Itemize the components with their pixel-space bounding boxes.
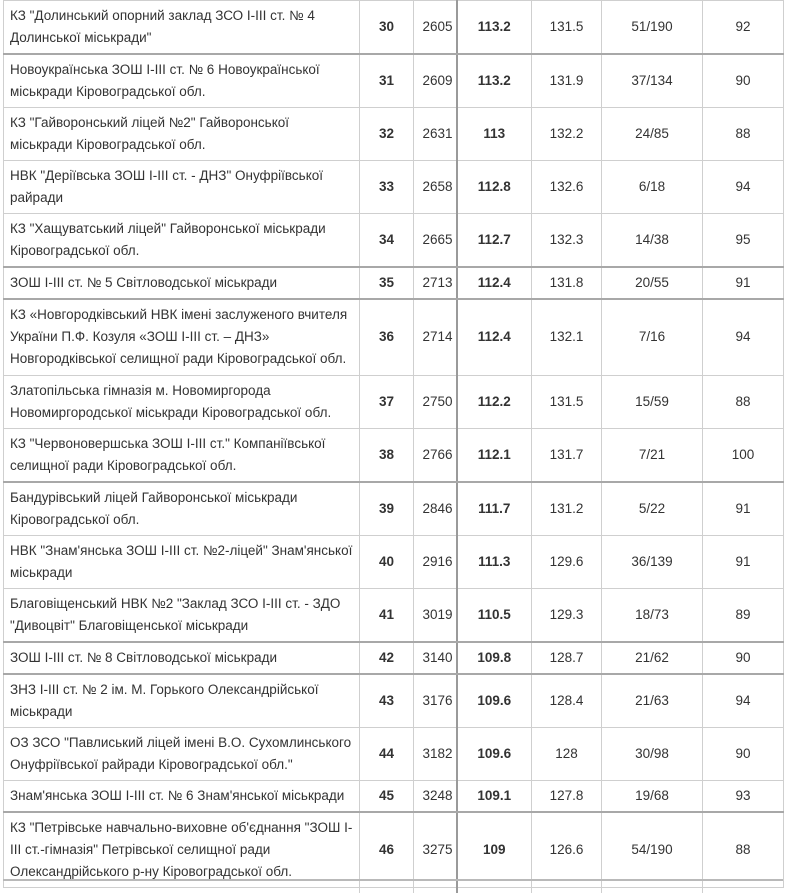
school-name: КЗ "Хащуватський ліцей" Гайворонської міськради Кіровоградської обл.	[4, 214, 360, 268]
school-name: КЗ "Петрівське навчально-виховне об'єднання "ЗОШ І-ІІІ ст.-гімназія" Петрівської селищної ради Олександрійського р-ну Кіровоградської обл.	[4, 812, 360, 888]
average-cell: 131.5	[532, 1, 602, 55]
percent-cell: 90	[703, 54, 784, 108]
rank-cell: 42	[360, 642, 414, 674]
average-cell: 132.2	[532, 108, 602, 161]
table-body	[4, 1, 784, 888]
average-cell: 131.7	[532, 428, 602, 482]
percent-cell: 88	[703, 108, 784, 161]
school-name: ЗОШ І-ІІІ ст. № 5 Світловодської міськради	[4, 267, 360, 299]
average-cell: 132.1	[532, 299, 602, 375]
rank-cell: 30	[360, 1, 414, 55]
code-cell: 2766	[414, 428, 457, 482]
average-cell: 127.8	[532, 780, 602, 812]
percent-cell: 94	[703, 299, 784, 375]
ratio-cell: 20/55	[602, 267, 703, 299]
ratio-cell: 24/85	[602, 108, 703, 161]
percent-cell: 91	[703, 482, 784, 536]
school-name: НВК "Знам'янська ЗОШ І-ІІІ ст. №2-ліцей" Знам'янської міськради	[4, 535, 360, 588]
score-cell: 109.6	[457, 674, 532, 728]
ratio-cell: 54/190	[602, 812, 703, 888]
percent-cell: 93	[703, 780, 784, 812]
average-cell: 128.7	[532, 642, 602, 674]
table-row	[4, 108, 784, 161]
percent-cell: 92	[703, 1, 784, 55]
table-row	[4, 535, 784, 588]
code-cell: 2658	[414, 161, 457, 214]
table-row	[4, 674, 784, 728]
rank-cell: 40	[360, 535, 414, 588]
score-cell: 109	[457, 812, 532, 888]
ratio-cell: 37/134	[602, 54, 703, 108]
percent-cell: 89	[703, 588, 784, 642]
code-cell: 2605	[414, 1, 457, 55]
rank-cell: 31	[360, 54, 414, 108]
school-name: Бандурівський ліцей Гайворонської міськради Кіровоградської обл.	[4, 482, 360, 536]
rank-cell: 43	[360, 674, 414, 728]
code-cell: 3140	[414, 642, 457, 674]
ratio-cell: 19/68	[602, 780, 703, 812]
school-name: ОЗ ЗСО "Павлиський ліцей імені В.О. Сухомлинського Онуфріївської райради Кіровоградської обл."	[4, 727, 360, 780]
rank-cell: 46	[360, 812, 414, 888]
ratio-cell: 7/21	[602, 428, 703, 482]
rank-cell: 37	[360, 375, 414, 428]
school-name: Благовіщенський НВК №2 "Заклад ЗСО І-ІІІ ст. - ЗДО "Дивоцвіт" Благовіщенської міськради	[4, 588, 360, 642]
rank-cell: 39	[360, 482, 414, 536]
score-cell: 112.4	[457, 299, 532, 375]
school-name: КЗ "Долинський опорний заклад ЗСО І-ІІІ ст. № 4 Долинської міськради"	[4, 1, 360, 55]
table-row	[4, 161, 784, 214]
code-cell: 2916	[414, 535, 457, 588]
average-cell: 131.8	[532, 267, 602, 299]
table-row	[4, 54, 784, 108]
next-row-partial	[3, 879, 783, 893]
score-cell: 112.2	[457, 375, 532, 428]
table-row	[4, 375, 784, 428]
rank-cell: 36	[360, 299, 414, 375]
percent-cell: 88	[703, 375, 784, 428]
code-cell: 2609	[414, 54, 457, 108]
code-cell: 2631	[414, 108, 457, 161]
table-row	[4, 727, 784, 780]
table-row	[4, 812, 784, 888]
percent-cell: 90	[703, 727, 784, 780]
average-cell: 131.5	[532, 375, 602, 428]
code-cell: 3275	[414, 812, 457, 888]
score-cell: 109.8	[457, 642, 532, 674]
score-cell: 112.4	[457, 267, 532, 299]
percent-cell: 91	[703, 267, 784, 299]
table-row	[4, 482, 784, 536]
score-cell: 112.7	[457, 214, 532, 268]
average-cell: 129.3	[532, 588, 602, 642]
average-cell: 128.4	[532, 674, 602, 728]
average-cell: 132.6	[532, 161, 602, 214]
average-cell: 131.9	[532, 54, 602, 108]
school-name: Знам'янська ЗОШ І-ІІІ ст. № 6 Знам'янської міськради	[4, 780, 360, 812]
ratio-cell: 21/63	[602, 674, 703, 728]
table-row	[4, 428, 784, 482]
score-cell: 113.2	[457, 1, 532, 55]
ratio-cell: 30/98	[602, 727, 703, 780]
ratio-cell: 21/62	[602, 642, 703, 674]
percent-cell: 91	[703, 535, 784, 588]
school-name: КЗ «Новгородківський НВК імені заслуженого вчителя України П.Ф. Козуля «ЗОШ І-ІІІ ст. – ДНЗ» Новгородківської селищної ради Кіровоградської обл.	[4, 299, 360, 375]
table-row	[4, 642, 784, 674]
school-name: ЗОШ І-ІІІ ст. № 8 Світловодської міськради	[4, 642, 360, 674]
code-cell: 3248	[414, 780, 457, 812]
score-cell: 111.7	[457, 482, 532, 536]
ratio-cell: 14/38	[602, 214, 703, 268]
rank-cell: 33	[360, 161, 414, 214]
code-cell: 3182	[414, 727, 457, 780]
table-row	[4, 1, 784, 55]
score-cell: 111.3	[457, 535, 532, 588]
school-name: НВК "Деріївська ЗОШ І-ІІІ ст. - ДНЗ" Онуфріївської райради	[4, 161, 360, 214]
rank-cell: 35	[360, 267, 414, 299]
score-cell: 109.1	[457, 780, 532, 812]
ratio-cell: 5/22	[602, 482, 703, 536]
average-cell: 131.2	[532, 482, 602, 536]
school-name: Новоукраїнська ЗОШ І-ІІІ ст. № 6 Новоукраїнської міськради Кіровоградської обл.	[4, 54, 360, 108]
rank-cell: 32	[360, 108, 414, 161]
average-cell: 132.3	[532, 214, 602, 268]
score-cell: 110.5	[457, 588, 532, 642]
average-cell: 129.6	[532, 535, 602, 588]
score-cell: 109.6	[457, 727, 532, 780]
score-cell: 112.1	[457, 428, 532, 482]
code-cell: 2713	[414, 267, 457, 299]
code-cell: 3176	[414, 674, 457, 728]
percent-cell: 94	[703, 161, 784, 214]
code-cell: 2750	[414, 375, 457, 428]
average-cell: 126.6	[532, 812, 602, 888]
score-cell: 113	[457, 108, 532, 161]
rank-cell: 41	[360, 588, 414, 642]
code-cell: 2665	[414, 214, 457, 268]
table-row	[4, 214, 784, 268]
school-ranking-table	[3, 0, 784, 888]
ratio-cell: 18/73	[602, 588, 703, 642]
percent-cell: 88	[703, 812, 784, 888]
ratio-cell: 15/59	[602, 375, 703, 428]
school-name: КЗ "Гайворонський ліцей №2" Гайворонської міськради Кіровоградської обл.	[4, 108, 360, 161]
ratio-cell: 7/16	[602, 299, 703, 375]
rank-cell: 45	[360, 780, 414, 812]
ratio-cell: 6/18	[602, 161, 703, 214]
ratio-cell: 51/190	[602, 1, 703, 55]
table-row	[4, 299, 784, 375]
percent-cell: 94	[703, 674, 784, 728]
rank-cell: 34	[360, 214, 414, 268]
ratio-cell: 36/139	[602, 535, 703, 588]
table-row	[4, 267, 784, 299]
rank-cell: 38	[360, 428, 414, 482]
table-row	[4, 588, 784, 642]
code-cell: 3019	[414, 588, 457, 642]
code-cell: 2714	[414, 299, 457, 375]
score-cell: 112.8	[457, 161, 532, 214]
school-name: Златопільська гімназія м. Новомиргорода Новомиргородської міськради Кіровоградської обл.	[4, 375, 360, 428]
school-name: КЗ "Червоновершська ЗОШ І-ІІІ ст." Компаніївської селищної ради Кіровоградської обл.	[4, 428, 360, 482]
score-cell: 113.2	[457, 54, 532, 108]
percent-cell: 95	[703, 214, 784, 268]
percent-cell: 100	[703, 428, 784, 482]
table-row	[4, 780, 784, 812]
school-name: ЗНЗ І-ІІІ ст. № 2 ім. М. Горького Олександрійської міськради	[4, 674, 360, 728]
rank-cell: 44	[360, 727, 414, 780]
average-cell: 128	[532, 727, 602, 780]
code-cell: 2846	[414, 482, 457, 536]
percent-cell: 90	[703, 642, 784, 674]
